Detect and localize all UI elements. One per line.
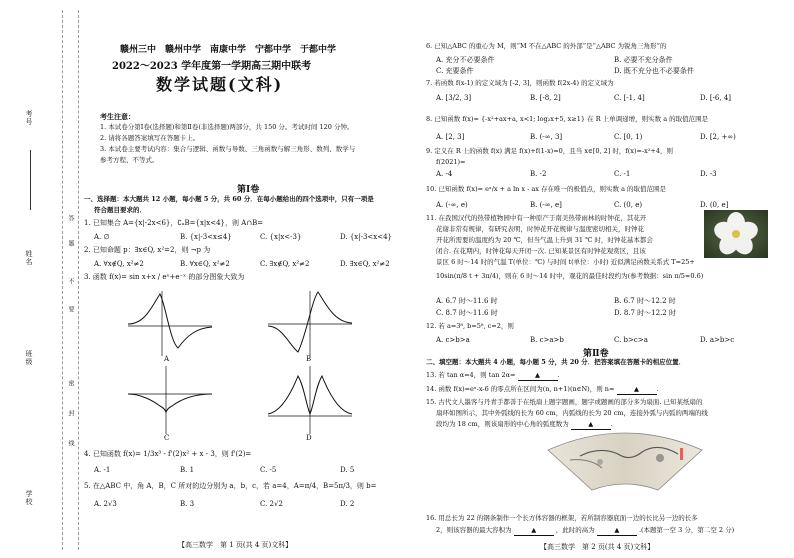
q6-opt-c: C. 充要条件 (436, 67, 474, 75)
q14-stem: 14. 函数 f(x)=eˣ-x-6 的零点所在区间为(n, n+1)(n∈N)，则 n= ▲ . (426, 385, 659, 393)
q10-stem: 10. 已知函数 f(x)= eˣ/x + a ln x - ax 存在唯一的极值点，则实数 a 的取值范围是 (426, 185, 667, 193)
footer-right: 【高三数学 第 2 页(共 4 页)文科】 (540, 543, 655, 551)
q2-opt-c: C. ∃x∉Q, x²≠2 (260, 260, 310, 268)
q8-stem: 8. 已知函数 f(x)= {-x²+ax+a, x<1; log₂x+5, x≥1} 在 R 上单调递增，则实数 a 的取值范围是 (426, 115, 709, 123)
q5-opt-b: B. 3 (180, 500, 195, 508)
q6-opt-b: B. 必要不充分条件 (614, 56, 673, 64)
q4-opt-b: B. 1 (180, 466, 195, 474)
q1-stem: 1. 已知集合 A={x|-2x<6}，∁ₐB={x|x<4}，则 A∩B= (84, 219, 264, 227)
q8-opt-c: C. [0, 1) (614, 133, 643, 141)
q5-opt-d: D. 2 (340, 500, 355, 508)
graph-a (128, 291, 212, 356)
part1-instr-1: 一、选择题：本大题共 12 小题，每小题 5 分，共 60 分．在每小题给出的四个选项中，只有一项是 (84, 195, 374, 203)
q7-opt-c: C. [-1, 4] (614, 94, 645, 102)
q9-opt-b: B. -2 (530, 170, 547, 178)
q1-opt-d: D. {x|-3<x<4} (340, 233, 392, 241)
q12-opt-a: A. c>b>a (436, 336, 470, 344)
fan-image (540, 428, 710, 496)
q1-opt-c: C. {x|x<-3} (260, 233, 302, 241)
seal-text-1: 答 (67, 215, 74, 222)
footer-left: 【高三数学 第 1 页(共 4 页)文科】 (178, 541, 293, 549)
q8-opt-d: D. [2, +∞) (700, 133, 736, 141)
q11-opt-b: B. 6.7 时～12.2 时 (614, 297, 676, 305)
q4-opt-a: A. -1 (94, 466, 111, 474)
notice-item-3: 3. 本试卷主要考试内容：集合与逻辑、函数与导数、三角函数与解三角形、数列、数学与 (100, 145, 356, 153)
q10-opt-d: D. (0, e] (700, 201, 729, 209)
q10-opt-a: A. (-∞, e) (436, 201, 468, 209)
q11-opt-d: D. 8.7 时～12.2 时 (614, 309, 676, 317)
q10-opt-b: B. (-∞, e] (530, 201, 562, 209)
q2-opt-b: B. ∀x∈Q, x²≠2 (180, 260, 230, 268)
q7-opt-a: A. [3/2, 3] (436, 94, 472, 102)
q3-label-d: D (306, 434, 312, 442)
q5-opt-c: C. 2√2 (260, 500, 283, 508)
label-banji: 班级 (25, 350, 33, 366)
q3-label-a: A (164, 355, 170, 363)
q6-opt-d: D. 既不充分也不必要条件 (614, 67, 694, 75)
q12-opt-c: C. b>c>a (614, 336, 648, 344)
q11-opt-c: C. 8.7 时～11.6 时 (436, 309, 498, 317)
notice-item-1: 1. 本试卷分第Ⅰ卷(选择题)和第Ⅱ卷(非选择题)两部分，共 150 分。考试时间 120 分钟。 (100, 123, 354, 131)
part1-title: 第Ⅰ卷 (237, 185, 260, 195)
q11-line-3: 开花所需要的温度约为 20 ℃，但当气温上升到 31 ℃ 时，时钟花基本都会 (436, 236, 653, 244)
q16-blank-2: ▲ (597, 526, 637, 536)
q4-opt-d: D. 5 (340, 466, 355, 474)
flower-photo (704, 210, 768, 258)
q14-blank: ▲ (617, 385, 657, 395)
seal-line (62, 10, 63, 550)
q15-line-1: 15. 古代文人墨客与丹青手都善于在纸扇上题字题画，题字或题画的部分多为扇面. 已知某纸扇的 (426, 398, 703, 406)
q11-line-6: 10sin(π/8 t + 3π/4)，则在 6 时～14 时中，观花的最佳时段约为(参考数据：sin π/5≈0.6) (436, 272, 704, 280)
schools-line: 赣州三中 赣州中学 南康中学 宁都中学 于都中学 (120, 45, 337, 55)
notice-item-2: 2. 请将各题答案填写在答题卡上。 (100, 134, 200, 142)
part1-instr-2: 符合题目要求的． (94, 206, 146, 214)
q10-opt-c: C. (0, e) (614, 201, 643, 209)
page-title: 数学试题(文科) (156, 75, 284, 94)
seal-text-2: 题 (67, 240, 74, 247)
q15-blank: ▲ (571, 420, 611, 430)
q8-opt-b: B. (-∞, 3] (530, 133, 563, 141)
seal-text-6: 封 (67, 410, 74, 417)
q13-stem: 13. 若 tan α=4，则 tan 2α= ▲ . (426, 371, 560, 379)
q7-opt-b: B. [-8, 2] (530, 94, 561, 102)
label-xingming: 姓名 (25, 250, 33, 266)
q11-line-1: 11. 在我国汉代的热带植物园中有一种原产于南美热带雨林的时钟花，其花开 (426, 214, 647, 222)
seal-text-3: 不 (67, 278, 74, 285)
q5-opt-a: A. 2√3 (94, 500, 117, 508)
q1-opt-b: B. {x|-3<x≤4} (180, 233, 232, 241)
label-kaohao: 考号 (25, 110, 33, 126)
seal-line-inner (78, 10, 79, 550)
graph-c (128, 366, 212, 434)
q3-label-b: B (306, 355, 312, 363)
q9-stem: 9. 定义在 R 上的函数 f(x) 满足 f(x)+f(1-x)=0，且当 x∈[0, 2] 时，f(x)=-x²+4，则 (426, 147, 674, 155)
notice-item-4: 参考方程、不等式。 (100, 156, 159, 164)
q2-opt-a: A. ∀x∉Q, x²≠2 (94, 260, 144, 268)
q11-opt-a: A. 6.7 时～11.6 时 (436, 297, 498, 305)
q5-stem: 5. 在△ABC 中，角 A，B，C 所对的边分别为 a，b，c，若 a=4，A=π/4，B=5π/3，则 b= (84, 482, 377, 490)
q9-opt-c: C. -1 (614, 170, 631, 178)
q12-opt-b: B. c>a>b (530, 336, 564, 344)
graph-d (268, 366, 352, 434)
q15-line-3: 段均为 18 cm，则该扇形的中心角的弧度数为 ▲ . (436, 420, 613, 428)
q9-opt-a: A. -4 (436, 170, 453, 178)
q11-line-4: 闭合. 在花期内，时钟花每天开闭一次. 已知某景区有时钟花观赏区，且该 (436, 247, 646, 255)
q12-stem: 12. 若 a=3⁸, b=5⁸, c=2，则 (426, 322, 514, 330)
q11-line-2: 花谢非常有规律，有研究表明，时钟花开花规律与温度密切相关，时钟花 (436, 225, 644, 233)
q2-stem: 2. 已知命题 p：∃x∈Q, x²=2，则 ¬p 为 (84, 246, 211, 254)
q6-opt-a: A. 充分不必要条件 (436, 56, 495, 64)
seal-text-5: 密 (67, 380, 74, 387)
q3-graphs (120, 286, 420, 446)
q6-stem: 6. 已知△ABC 的重心为 M，则“M 不在△ABC 的外部”是“△ABC 为锐角三角形”的 (426, 42, 667, 50)
q4-stem: 4. 已知函数 f(x)= 1/3x³ - f'(2)x² + x - 3，则 f'(2)= (84, 450, 252, 458)
q16-line-2: 2，则该容器的最大容积为 ▲ ，此时的高为 ▲ .(本题第一空 3 分，第二空 2 分) (436, 526, 735, 534)
q11-line-5: 景区 6 时～14 时的气温 T(单位：℃) 与时间 t(单位：小时) 近似满足函数关系式 T=25+ (436, 258, 695, 266)
q1-opt-a: A. ∅ (94, 233, 110, 241)
q13-blank: ▲ (518, 371, 558, 381)
part2-instr: 二、填空题：本大题共 4 小题，每小题 5 分，共 20 分．把答案填在答题卡的相应位置． (426, 358, 686, 366)
exam-line: 2022～2023 学年度第一学期高三期中联考 (112, 61, 312, 72)
q9-stem-2: f(2021)= (436, 158, 466, 166)
q15-line-2: 扇环如图所示，其中外弧线的长为 60 cm，内弧线的长为 20 cm，连接外弧与内弧的两端的线 (436, 409, 708, 417)
q16-blank-1: ▲ (514, 526, 554, 536)
label-xuexiao: 学校 (25, 490, 33, 506)
seal-text-7: 线 (67, 440, 74, 447)
q16-line-1: 16. 用总长为 22 的钢条制作一个长方体容器的框架，若所制容器底面一边的长比另一边的长多 (426, 514, 698, 522)
q7-stem: 7. 若函数 f(x-1) 的定义域为 [-2, 3]，则函数 f(2x-4) 的定义域为 (426, 79, 614, 87)
q12-opt-d: D. a>b>c (700, 336, 735, 344)
seal-text-4: 要 (67, 306, 74, 313)
part2-title: 第Ⅱ卷 (583, 349, 609, 359)
graph-b (268, 291, 352, 356)
q8-opt-a: A. [2, 3] (436, 133, 465, 141)
q4-opt-c: C. -5 (260, 466, 277, 474)
q2-opt-d: D. ∃x∈Q, x²≠2 (340, 260, 390, 268)
q3-label-c: C (164, 434, 170, 442)
q7-opt-d: D. [-6, 4] (700, 94, 731, 102)
q9-opt-d: D. -3 (700, 170, 717, 178)
q3-stem: 3. 函数 f(x)= sin x+x / eˣ+e⁻ˣ 的部分图象大致为 (84, 273, 245, 281)
notice-heading: 考生注意： (100, 112, 135, 121)
